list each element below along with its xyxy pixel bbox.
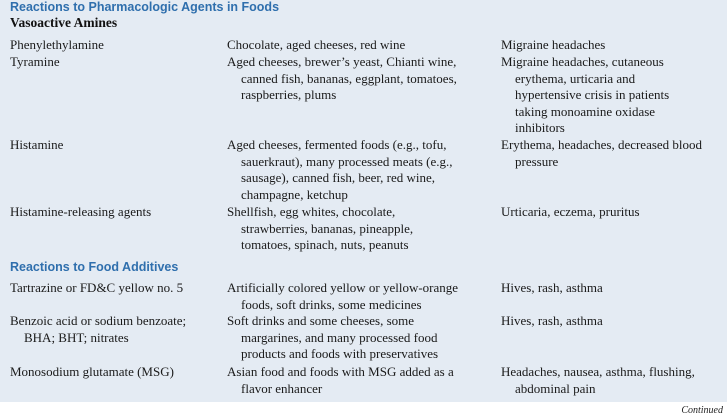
cell-line: tomatoes, spinach, nuts, peanuts [241, 237, 409, 252]
subheading-vasoactive-amines: Vasoactive Amines [10, 15, 118, 30]
cell-line: Histamine [10, 137, 64, 152]
cell-line: Tartrazine or FD&C yellow no. 5 [10, 280, 184, 295]
cell-line: raspberries, plums [241, 87, 337, 102]
cell-line: Asian food and foods with MSG added as a [227, 364, 454, 379]
cell-line: erythema, urticaria and [515, 70, 636, 86]
cell-line: canned fish, bananas, eggplant, tomatoes, [241, 70, 457, 86]
cell-line: Erythema, headaches, decreased blood [501, 137, 703, 152]
cell-line: BHA; BHT; nitrates [24, 329, 129, 345]
foods-cell [227, 313, 438, 363]
foods-cell [227, 280, 458, 313]
reactions-cell [501, 280, 603, 297]
cell-line: Tyramine [10, 54, 60, 69]
cell-line: Migraine headaches [501, 37, 606, 52]
cell-line: Urticaria, eczema, pruritus [501, 204, 640, 219]
reactions-cell [501, 313, 603, 330]
foods-cell [227, 364, 454, 397]
cell-line: Migraine headaches, cutaneous [501, 54, 664, 69]
reactions-cell [501, 364, 695, 397]
cell-line: Shellfish, egg whites, chocolate, [227, 204, 396, 219]
cell-line: Soft drinks and some cheeses, some [227, 313, 415, 328]
cell-line: Hives, rash, asthma [501, 280, 603, 295]
reactions-cell [501, 54, 669, 137]
cell-line: Monosodium glutamate (MSG) [10, 364, 174, 379]
reactions-cell [501, 204, 640, 221]
cell-line: abdominal pain [515, 380, 596, 396]
section-heading-pharmacologic: Reactions to Pharmacologic Agents in Foods [10, 0, 280, 14]
cell-line: Phenylethylamine [10, 37, 104, 52]
cell-line: Artificially colored yellow or yellow-orange [227, 280, 459, 295]
cell-line: taking monoamine oxidase [515, 103, 656, 119]
cell-line: sauerkraut), many processed meats (e.g., [241, 153, 453, 169]
cell-line: Chocolate, aged cheeses, red wine [227, 37, 406, 52]
cell-line: inhibitors [515, 120, 565, 135]
agent-cell [10, 364, 174, 381]
cell-line: Headaches, nausea, asthma, flushing, [501, 364, 695, 379]
foods-cell [227, 137, 453, 203]
cell-line: Hives, rash, asthma [501, 313, 603, 328]
cell-line: Benzoic acid or sodium benzoate; [10, 313, 187, 328]
foods-cell [227, 37, 405, 54]
agent-cell [10, 204, 151, 221]
reactions-cell [501, 37, 605, 54]
cell-line: pressure [515, 153, 559, 169]
section-heading-additives: Reactions to Food Additives [10, 260, 179, 274]
cell-line: foods, soft drinks, some medicines [241, 296, 422, 312]
cell-line: hypertensive crisis in patients [515, 87, 670, 102]
agent-cell [10, 54, 60, 71]
agent-cell [10, 137, 63, 154]
cell-line: champagne, ketchup [241, 186, 348, 202]
agent-cell [10, 280, 183, 297]
agent-cell [10, 37, 104, 54]
reactions-cell [501, 137, 702, 170]
cell-line: margarines, and many processed food [241, 329, 438, 345]
continued-note: Continued [681, 405, 723, 416]
cell-line: Aged cheeses, fermented foods (e.g., tofu, [227, 137, 447, 152]
cell-line: Histamine-releasing agents [10, 204, 152, 219]
cell-line: strawberries, bananas, pineapple, [241, 220, 414, 236]
foods-cell [227, 54, 457, 104]
cell-line: flavor enhancer [241, 380, 323, 396]
cell-line: products and foods with preservatives [241, 346, 439, 361]
agent-cell [10, 313, 186, 346]
foods-cell [227, 204, 413, 254]
cell-line: sausage), canned fish, beer, red wine, [241, 170, 436, 185]
cell-line: Aged cheeses, brewer’s yeast, Chianti wine, [227, 54, 457, 69]
